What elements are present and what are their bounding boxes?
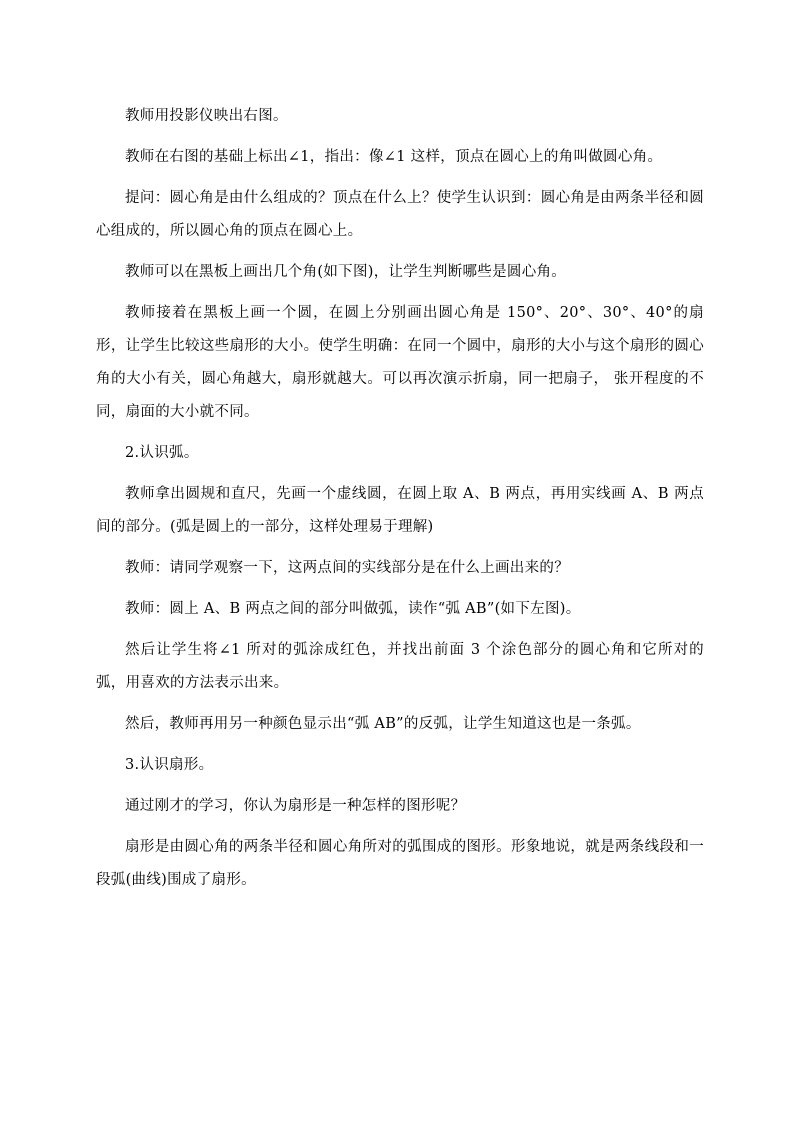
paragraph: 教师在右图的基础上标出∠1，指出：像∠1 这样，顶点在圆心上的角叫做圆心角。 — [125, 149, 663, 165]
paragraph: 教师：圆上 A、B 两点之间的部分叫做弧，读作“弧 AB”(如下左图)。 — [125, 601, 581, 617]
paragraph: 然后，教师再用另一种颜色显示出“弧 AB”的反弧，让学生知道这也是一条弧。 — [125, 716, 641, 732]
paragraph: 教师拿出圆规和直尺，先画一个虚线圆，在圆上取 A、B 两点，再用实线画 A、B 两点间的部分。(弧是圆上的一部分，这样处理易于理解) — [96, 486, 704, 535]
section-heading: 2.认识弧。 — [125, 445, 199, 461]
paragraph: 通过刚才的学习，你认为扇形是一种怎样的图形呢？ — [125, 798, 466, 814]
paragraph: 教师用投影仪映出右图。 — [125, 108, 288, 124]
section-heading: 3.认识扇形。 — [125, 757, 214, 773]
paragraph: 教师可以在黑板上画出几个角(如下图)，让学生判断哪些是圆心角。 — [125, 264, 567, 280]
document-body — [96, 100, 704, 905]
paragraph: 提问：圆心角是由什么组成的？顶点在什么上？使学生认识到：圆心角是由两条半径和圆心组成的，所以圆心角的顶点在圆心上。 — [96, 190, 704, 239]
paragraph: 教师接着在黑板上画一个圆，在圆上分别画出圆心角是 150°、20°、30°、40°的扇形，让学生比较这些扇形的大小。使学生明确：在同一个圆中，扇形的大小与这个扇形的圆心角的大小有关，圆心角越大，扇形就越大。可以再次演示折扇，同一把扇子， 张开程度的不同，扇面的大小就不同。 — [96, 305, 704, 420]
paragraph: 然后让学生将∠1 所对的弧涂成红色，并找出前面 3 个涂色部分的圆心角和它所对的弧，用喜欢的方法表示出来。 — [96, 642, 704, 691]
paragraph: 扇形是由圆心角的两条半径和圆心角所对的弧围成的图形。形象地说，就是两条线段和一段弧(曲线)围成了扇形。 — [96, 839, 704, 888]
paragraph: 教师：请同学观察一下，这两点间的实线部分是在什么上画出来的？ — [125, 560, 569, 576]
